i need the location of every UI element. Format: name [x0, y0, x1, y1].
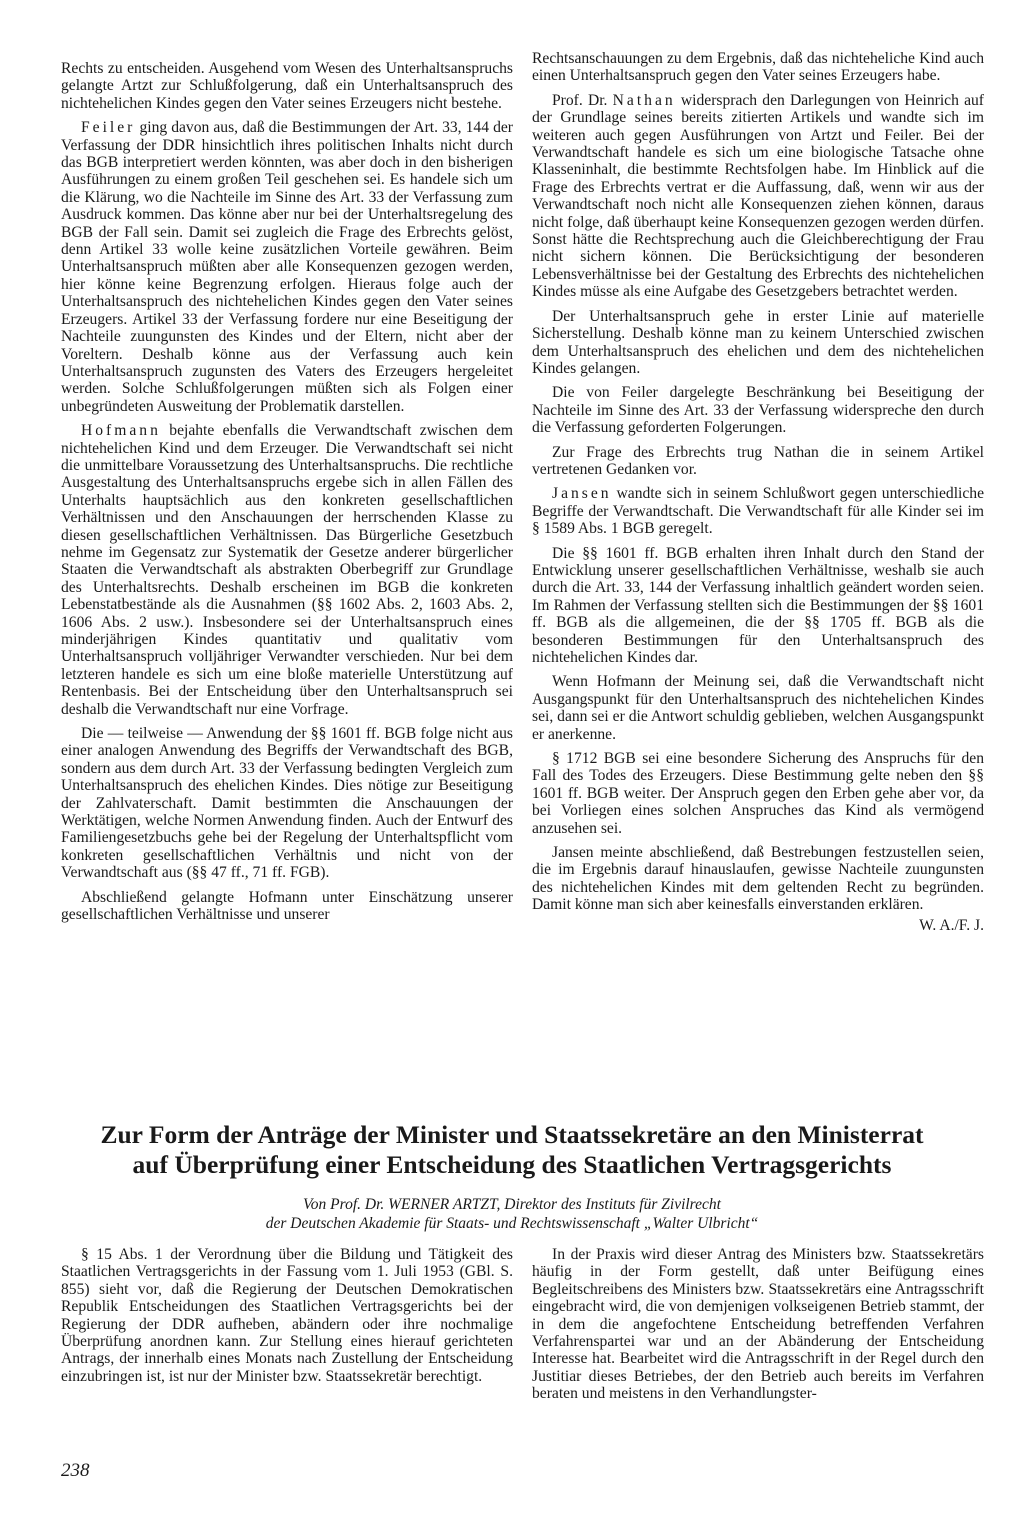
speaker-name: Feiler	[81, 119, 136, 137]
article-title: Zur Form der Anträge der Minister und Staatssekretäre an den Ministerrat auf Überprüfung einer Entscheidung des Staatlichen Vertragsgerichts	[100, 1120, 924, 1179]
paragraph: Die von Feiler dargelegte Beschränkung bei Beseitigung der Nachteile im Sinne des Art. 33 der Verfassung widerspreche den durch die Verfassung geforderten Folgerungen.	[532, 384, 984, 437]
left-column-bottom	[61, 1246, 513, 1392]
paragraph: Feiler ging davon aus, daß die Bestimmungen der Art. 33, 144 der Verfassung der DDR hinsichtlich ihres politischen Inhalts nicht durch das BGB interpretiert werden könnten, was aber doch in den bisherigen Ausführungen zu einem großen Teil geschehen sei. Es handele sich um die Klärung, wo die Nachteile im Sinne des Art. 33 der Verfassung zum Ausdruck kommen. Das könne aber nur bei der Unterhaltsregelung des BGB der Fall sein. Damit sei zugleich die Frage des Erbrechts gelöst, denn Artikel 33 wolle keine zusätzlichen Vorteile gewähren. Beim Unterhaltsanspruch müßten aber alle Konsequenzen gezogen werden, hier könne keine Begrenzung erfolgen. Hieraus folge auch der Unterhaltsanspruch des nichtehelichen Kindes gegen den Vater seines Erzeugers. Artikel 33 der Verfassung fordere nur eine Beseitigung der Nachteile zuungunsten des Kindes und der Eltern, nicht aber der Voreltern. Deshalb könne aus der Verfassung auch kein Unterhaltsanspruch zugunsten des Vaters des Erzeugers hergeleitet werden. Solche Schlußfolgerungen müßten sich als Folgen einer unbegründeten Ausweitung der Problematik darstellen.	[61, 119, 513, 415]
report-signature: W. A./F. J.	[919, 916, 984, 934]
paragraph: Hofmann bejahte ebenfalls die Verwandtschaft zwischen dem nichtehelichen Kind und dem Erzeuger. Die Verwandtschaft sei nicht die unmittelbare Voraussetzung des Unterhaltsanspruchs. Die rechtliche Ausgestaltung des Unterhaltsanspruchs ergebe sich in allen Fällen des Unterhalts hauptsächlich aus den konkreten gesellschaftlichen Verhältnissen und den Anschauungen der herrschenden Klasse zu diesen gesellschaftlichen Verhältnissen. Das Bürgerliche Gesetzbuch nehme im Gegensatz zur Systematik der Gesetze anderer bürgerlicher Staaten die Verwandtschaft als abstrakten Oberbegriff zur Grundlage des Unterhaltsrechts. Deshalb erscheinen im BGB die konkreten Lebenstatbestände als die Ausnahmen (§§ 1602 Abs. 2, 1603 Abs. 2, 1606 Abs. 2 usw.). Insbesondere sei der Unterhaltsanspruch eines minderjährigen Kindes quantitativ und qualitativ vom Unterhaltsanspruch volljähriger Verwandter verschieden. Nur bei dem letzteren handele es sich um eine bloße materielle Unterstützung auf Rentenbasis. Bei der Entscheidung über den Unterhaltsanspruch sei deshalb die Verwandtschaft nur eine Vorfrage.	[61, 422, 513, 718]
paragraph: Jansen wandte sich in seinem Schlußwort gegen unterschiedliche Begriffe der Verwandtschaft. Die Verwandtschaft für alle Kinder sei im § 1589 Abs. 1 BGB geregelt.	[532, 485, 984, 538]
paragraph: Zur Frage des Erbrechts trug Nathan die in seinem Artikel vertretenen Gedanken vor.	[532, 443, 984, 478]
paragraph: Prof. Dr. Nathan widersprach den Darlegungen von Heinrich auf der Grundlage seines bereits zitierten Artikels und wandte sich im weiteren auch gegen Ausführungen von Artzt und Feiler. Bei der Verwandtschaft handele es sich um eine biologische Tatsache ohne Klasseninhalt, die bestimmte Rechtsfolgen habe. Im Hinblick auf die Frage des Erbrechts vertrat er die Auffassung, daß, wenn wir aus der Verwandtschaft noch nicht alle Konsequenzen ziehen können, daraus nicht folge, daß überhaupt keine Konsequenzen gezogen werden dürfen. Sonst hätte die Rechtsprechung auch die Gleichberechtigung der Frau nicht sichern können. Die Berücksichtigung der besonderen Lebensverhältnisse bei der Gestaltung des Erbrechts des nichtehelichen Kindes müsse als eine Aufgabe des Gesetzgebers betrachtet werden.	[532, 91, 984, 301]
paragraph: Rechts zu entscheiden. Ausgehend vom Wesen des Unterhaltsanspruchs gelangte Artzt zur Schlußfolgerung, daß ein Unterhaltsanspruch des nichtehelichen Kindes gegen den Vater seines Erzeugers nicht bestehe.	[61, 60, 513, 112]
paragraph: Rechtsanschauungen zu dem Ergebnis, daß das nichteheliche Kind auch einen Unterhaltsanspruch gegen den Vater seines Erzeugers habe.	[532, 50, 984, 85]
right-column-top	[532, 50, 984, 934]
page-number: 238	[61, 1460, 90, 1481]
left-column-top	[61, 60, 513, 931]
paragraph: § 1712 BGB sei eine besondere Sicherung des Anspruchs für den Fall des Todes des Erzeugers. Diese Bestimmung gelte neben den §§ 1601 ff. BGB weiter. Der Anspruch gegen den Erben gehe aber vor, da bei Vorliegen eines solchen Anspruches das Kind als vermögend anzusehen sei.	[532, 750, 984, 837]
paragraph: Wenn Hofmann der Meinung sei, daß die Verwandtschaft nicht Ausgangspunkt für den Unterhaltsanspruch des nichtehelichen Kindes sei, dann sei er die Antwort schuldig geblieben, welchen Ausgangspunkt er anerkenne.	[532, 673, 984, 743]
paragraph: Die — teilweise — Anwendung der §§ 1601 ff. BGB folge nicht aus einer analogen Anwendung des Begriffs der Verwandtschaft des BGB, sondern aus dem durch Art. 33 der Verfassung bedingten Vergleich zum Unterhaltsanspruch des ehelichen Kindes. Dies nötige zur Beseitigung der Zahlvaterschaft. Damit bestimmten die Anschauungen der Werktätigen, welche Normen Anwendung finden. Auch der Entwurf des Familiengesetzbuchs gehe bei der Regelung der Unterhaltspflicht vom konkreten gesellschaftlichen Verhältnis und nicht von der Verwandtschaft aus (§§ 47 ff., 71 ff. FGB).	[61, 725, 513, 882]
article-byline: Von Prof. Dr. WERNER ARTZT, Direktor des Instituts für Zivilrecht der Deutschen Akademie für Staats- und Rechtswissenschaft „Walter Ulbricht“	[265, 1196, 759, 1232]
paragraph: § 15 Abs. 1 der Verordnung über die Bildung und Tätigkeit des Staatlichen Vertragsgerichts in der Fassung vom 1. Juli 1953 (GBl. S. 855) sieht vor, daß die Regierung der Deutschen Demokratischen Republik Entscheidungen des Staatlichen Vertragsgerichts bei der Regierung der DDR aufheben, abändern oder ihre nochmalige Überprüfung anordnen kann. Zur Stellung eines hierauf gerichteten Antrags, der innerhalb eines Monats nach Zustellung der Entscheidung einzubringen ist, ist nur der Minister bzw. Staatssekretär berechtigt.	[61, 1246, 513, 1385]
paragraph: Die §§ 1601 ff. BGB erhalten ihren Inhalt durch den Stand der Entwicklung unserer gesellschaftlichen Verhältnisse, weshalb sie auch durch die Art. 33, 144 der Verfassung inhaltlich geändert worden seien. Im Rahmen der Verfassung stellten sich die Bestimmungen der §§ 1601 ff. BGB als die allgemeinen, die der §§ 1705 ff. BGB als die besonderen Bestimmungen für den Unterhaltsanspruch des nichtehelichen Kindes dar.	[532, 544, 984, 666]
speaker-name: Hofmann	[81, 422, 161, 440]
speaker-name: Nathan	[612, 91, 676, 109]
paragraph: Jansen meinte abschließend, daß Bestrebungen festzustellen seien, die im Ergebnis darauf hinauslaufen, gewisse Nachteile zuungunsten des nichtehelichen Kindes mit dem geltenden Recht zu begründen. Damit könne man sich aber keinesfalls einverstanden erklären.	[532, 844, 984, 914]
speaker-name: Jansen	[552, 485, 612, 503]
paragraph: In der Praxis wird dieser Antrag des Ministers bzw. Staatssekretärs häufig in der Form gestellt, daß unter Beifügung eines Begleitschreibens des Ministers bzw. Staatssekretärs eine Antragsschrift eingebracht wird, die von demjenigen volkseigenen Betrieb stammt, der in dem die angefochtene Entscheidung betreffenden Verfahren Verfahrenspartei war und an der Abänderung der Entscheidung Interesse hat. Bearbeitet wird die Antragsschrift in der Regel durch den Justitiar dieses Betriebes, der den Betrieb auch bereits im Verfahren beraten und meistens in den Verhandlungster-	[532, 1246, 984, 1403]
paragraph: Abschließend gelangte Hofmann unter Einschätzung unserer gesellschaftlichen Verhältnisse und unserer	[61, 888, 513, 924]
paragraph: Der Unterhaltsanspruch gehe in erster Linie auf materielle Sicherstellung. Deshalb könne man zu keinem Unterschied zwischen dem Unterhaltsanspruch des ehelichen und dem des nichtehelichen Kindes gelangen.	[532, 307, 984, 377]
right-column-bottom	[532, 1246, 984, 1410]
